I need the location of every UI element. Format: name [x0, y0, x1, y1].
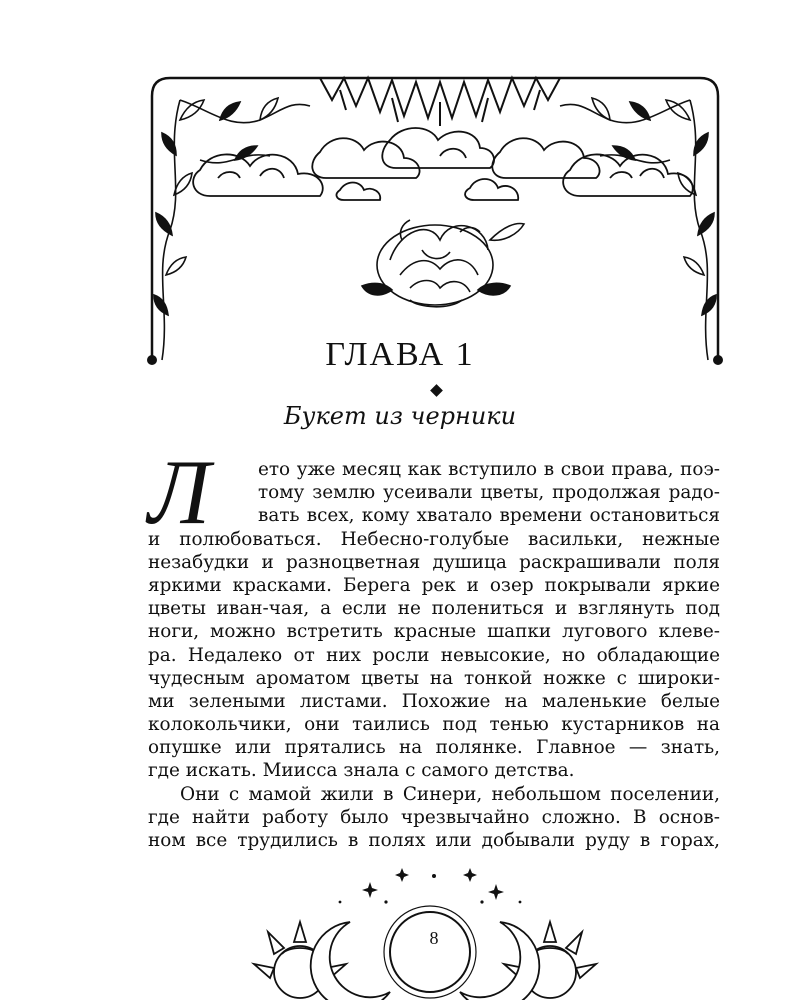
sun-rays: [320, 78, 560, 126]
left-moon-icon: [311, 922, 390, 1000]
header-ornament: [140, 60, 730, 370]
text-line: чудесным ароматом цветы на тонкой ножке с широки-: [148, 667, 720, 689]
text-line: ноги, можно встретить красные шапки лугового клеве-: [148, 621, 720, 643]
text-line: опушке или прятались на полянке. Главное — знать,: [148, 737, 720, 759]
text-line: ном все трудились в полях или добывали руду в горах,: [148, 830, 720, 851]
text-line: цветы иван-чая, а если не полениться и взглянуть под: [148, 598, 720, 620]
text-line: и полюбоваться. Небесно-голубые васильки, нежные: [148, 528, 720, 550]
text-line: где искать. Миисса знала с самого детства.: [148, 760, 575, 782]
page-number-circle: [390, 912, 470, 992]
left-vine: [154, 98, 310, 360]
text-line: ра. Недалеко от них росли невысокие, но обладающие: [148, 644, 720, 666]
chapter-subtitle: Букет из черники: [283, 402, 517, 430]
chapter-title: ГЛАВА 1: [325, 336, 475, 373]
text-line: ми зелеными листами. Похожие на маленькие белые: [148, 690, 720, 712]
text-line: яркими красками. Берега рек и озер покрывали яркие: [148, 574, 720, 596]
text-line: колокольчики, они таились под тенью кустарников на: [148, 714, 720, 736]
right-vine: [560, 98, 716, 360]
title-divider-diamond: [430, 384, 443, 397]
arch-frame: [152, 78, 718, 360]
text-line: ето уже месяц как вступило в свои права, поэ-: [258, 459, 720, 480]
page-number: 8: [429, 928, 439, 948]
stars-icon: [339, 868, 522, 904]
text-line: незабудки и разноцветная душица раскрашивали поля: [148, 551, 720, 573]
body-text: [148, 458, 720, 852]
drop-cap: Л: [148, 441, 211, 543]
clouds: [193, 128, 693, 200]
text-line: вать всех, кому хватало времени остановиться: [258, 505, 720, 527]
text-line: где найти работу было чрезвычайно сложно. В основ-: [148, 806, 720, 828]
text-line: Они с мамой жили в Синери, небольшом поселении,: [180, 783, 720, 805]
peony-flower: [362, 220, 524, 307]
text-line: тому землю усеивали цветы, продолжая радо-: [258, 482, 720, 504]
